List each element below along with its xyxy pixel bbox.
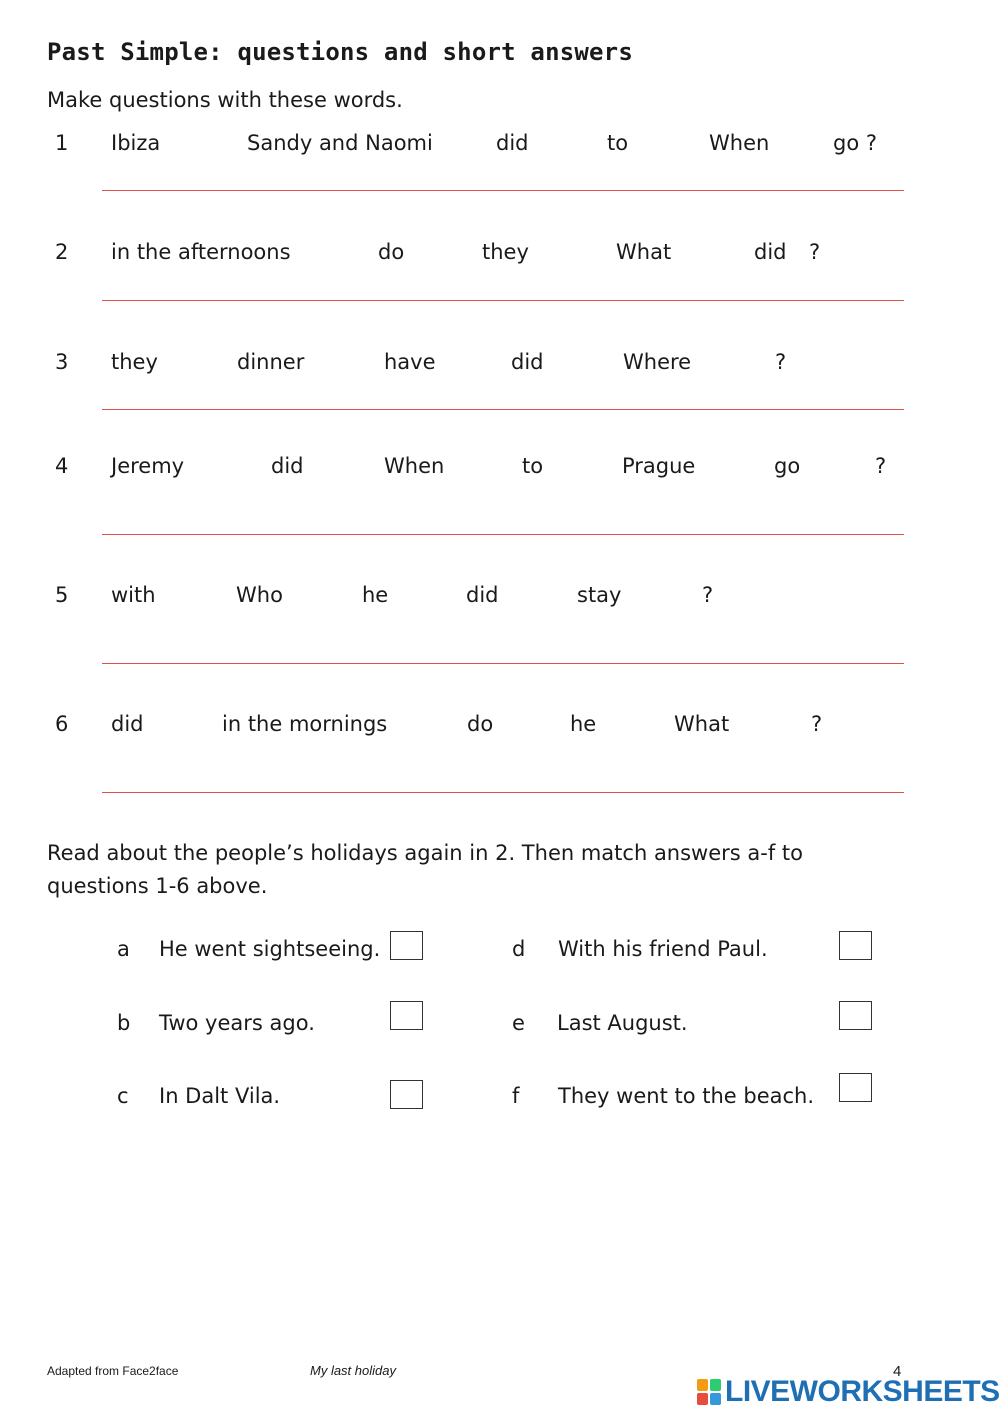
word-chip: Who	[236, 583, 283, 607]
answer-line-4[interactable]	[102, 534, 904, 535]
liveworksheets-logo-text: LIVEWORKSHEETS	[725, 1375, 1000, 1408]
question-number: 2	[55, 240, 69, 264]
word-chip: did	[496, 131, 529, 155]
instruction-match-line-2: questions 1-6 above.	[47, 874, 268, 898]
answer-line-3[interactable]	[102, 409, 904, 410]
answer-box-f[interactable]	[839, 1073, 872, 1102]
answer-text: They went to the beach.	[558, 1084, 815, 1108]
answer-box-a[interactable]	[390, 931, 423, 960]
word-chip: ?	[809, 240, 821, 264]
word-chip: did	[754, 240, 787, 264]
question-number: 6	[55, 712, 69, 736]
answer-letter: c	[117, 1084, 129, 1108]
answer-text: He went sightseeing.	[159, 937, 381, 961]
word-chip: Where	[623, 350, 692, 374]
page-number: 4	[893, 1363, 902, 1380]
question-number: 4	[55, 454, 69, 478]
word-chip: did	[271, 454, 304, 478]
answer-letter: f	[512, 1084, 520, 1108]
word-chip: to	[607, 131, 629, 155]
word-chip: stay	[577, 583, 622, 607]
word-chip: Sandy and Naomi	[247, 131, 433, 155]
word-chip: they	[482, 240, 529, 264]
answer-box-e[interactable]	[839, 1001, 872, 1030]
word-chip: Prague	[622, 454, 696, 478]
answer-text: In Dalt Vila.	[159, 1084, 281, 1108]
answer-line-1[interactable]	[102, 190, 904, 191]
word-chip: ?	[811, 712, 823, 736]
word-chip: go	[774, 454, 801, 478]
answer-box-d[interactable]	[839, 931, 872, 960]
word-chip: When	[709, 131, 770, 155]
word-chip: go ?	[833, 131, 877, 155]
word-chip: Jeremy	[111, 454, 185, 478]
answer-line-5[interactable]	[102, 663, 904, 664]
answer-text: With his friend Paul.	[558, 937, 768, 961]
word-chip: he	[570, 712, 597, 736]
answer-text: Two years ago.	[159, 1011, 315, 1035]
word-chip: to	[522, 454, 544, 478]
answer-letter: e	[512, 1011, 525, 1035]
answer-letter: b	[117, 1011, 131, 1035]
word-chip: What	[616, 240, 672, 264]
word-chip: he	[362, 583, 389, 607]
word-chip: What	[674, 712, 730, 736]
footer-topic: My last holiday	[310, 1363, 396, 1378]
word-chip: they	[111, 350, 158, 374]
word-chip: did	[111, 712, 144, 736]
answer-text: Last August.	[557, 1011, 688, 1035]
answer-line-2[interactable]	[102, 300, 904, 301]
footer-source: Adapted from Face2face	[47, 1364, 179, 1378]
answer-line-6[interactable]	[102, 792, 904, 793]
question-number: 3	[55, 350, 69, 374]
liveworksheets-watermark[interactable]	[697, 1375, 1000, 1409]
liveworksheets-logo-icon	[697, 1379, 721, 1405]
word-chip: did	[466, 583, 499, 607]
word-chip: in the afternoons	[111, 240, 291, 264]
word-chip: do	[467, 712, 494, 736]
word-chip: dinner	[237, 350, 305, 374]
answer-letter: d	[512, 937, 526, 961]
word-chip: When	[384, 454, 445, 478]
word-chip: ?	[702, 583, 714, 607]
instruction-match-line-1: Read about the people’s holidays again in 2. Then match answers a-f to	[47, 841, 803, 865]
question-number: 5	[55, 583, 69, 607]
question-number: 1	[55, 131, 69, 155]
word-chip: did	[511, 350, 544, 374]
word-chip: have	[384, 350, 436, 374]
answer-box-b[interactable]	[390, 1001, 423, 1030]
word-chip: Ibiza	[111, 131, 161, 155]
word-chip: ?	[775, 350, 787, 374]
page-title: Past Simple: questions and short answers	[47, 38, 633, 66]
word-chip: do	[378, 240, 405, 264]
word-chip: with	[111, 583, 156, 607]
word-chip: ?	[875, 454, 887, 478]
word-chip: in the mornings	[222, 712, 388, 736]
answer-letter: a	[117, 937, 130, 961]
answer-box-c[interactable]	[390, 1080, 423, 1109]
instruction-make-questions: Make questions with these words.	[47, 88, 403, 112]
